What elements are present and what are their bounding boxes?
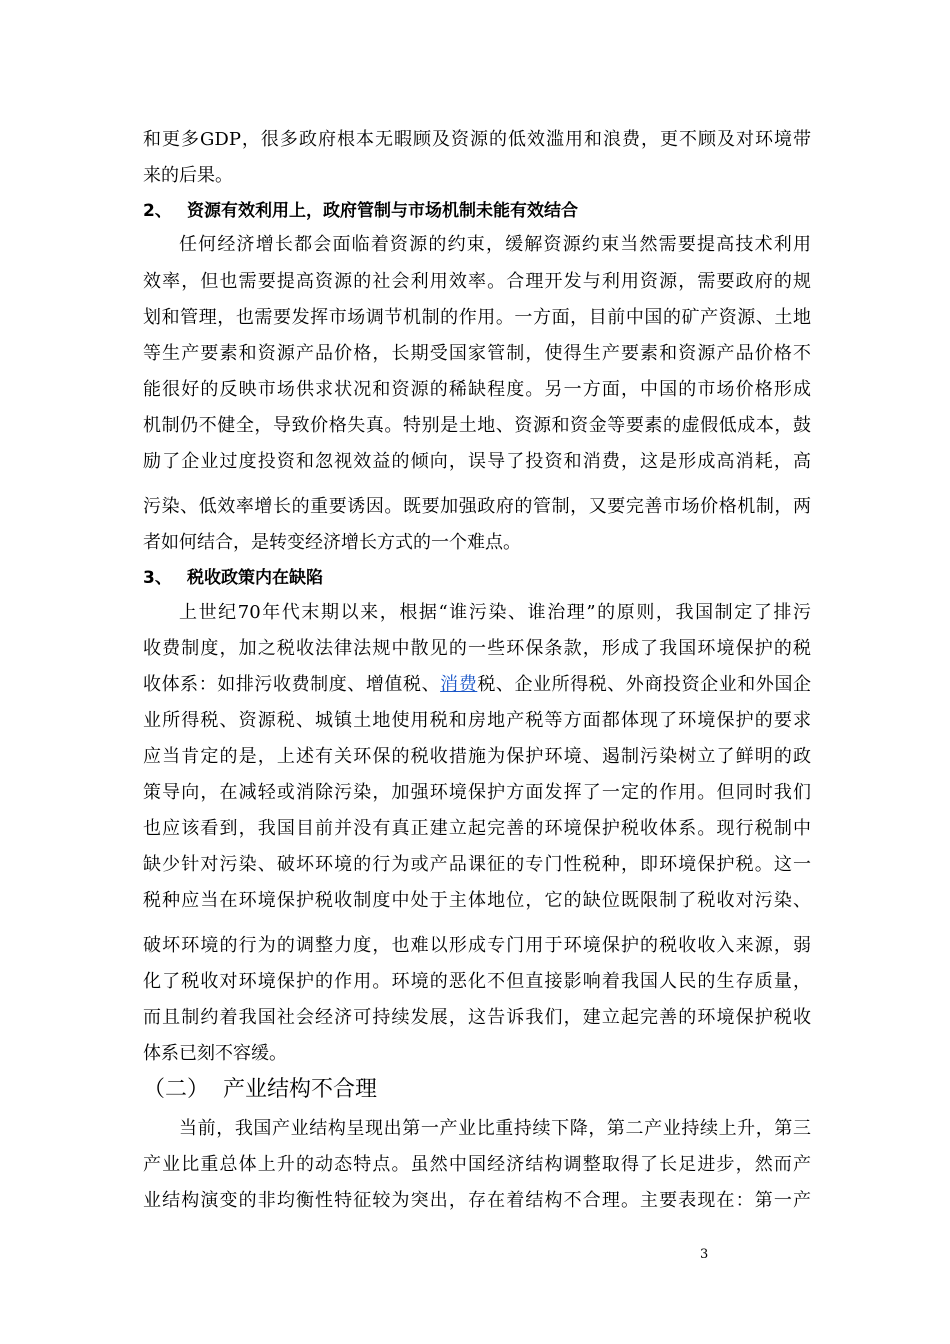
paragraph-line: 励了企业过度投资和忽视效益的倾向，误导了投资和消费，这是形成高消耗，高 [143, 451, 811, 472]
paragraph-text: 税、企业所得税、外商投资企业和外国企 [477, 674, 812, 695]
paragraph-line: 应当肯定的是，上述有关环保的税收措施为保护环境、遏制污染树立了鲜明的政 [143, 746, 811, 767]
section-heading [143, 1076, 377, 1104]
section-title: 产业结构不合理 [223, 1077, 378, 1102]
paragraph-line: 产业比重总体上升的动态特点。虽然中国经济结构调整取得了长足进步，然而产 [143, 1154, 811, 1175]
consumption-tax-link[interactable]: 消费 [440, 674, 478, 695]
paragraph-line: 业结构演变的非均衡性特征较为突出，存在着结构不合理。主要表现在：第一产 [143, 1190, 811, 1211]
paragraph-line: 任何经济增长都会面临着资源的约束，缓解资源约束当然需要提高技术利用 [179, 234, 811, 255]
page-number: 3 [700, 1247, 709, 1262]
paragraph-line: 上世纪70年代末期以来，根据“谁污染、谁治理”的原则，我国制定了排污 [179, 602, 811, 623]
paragraph-line: 当前，我国产业结构呈现出第一产业比重持续下降，第二产业持续上升，第三 [179, 1118, 811, 1139]
section-number: （二） [143, 1077, 210, 1102]
paragraph-line: 缺少针对污染、破坏环境的行为或产品课征的专门性税种，即环境保护税。这一 [143, 854, 811, 875]
paragraph-line: 能很好的反映市场供求状况和资源的稀缺程度。另一方面，中国的市场价格形成 [143, 379, 811, 400]
paragraph-line: 化了税收对环境保护的作用。环境的恶化不但直接影响着我国人民的生存质量， [143, 971, 811, 992]
paragraph-line: 税种应当在环境保护税收制度中处于主体地位，它的缺位既限制了税收对污染、 [143, 890, 811, 911]
subheading-number: 3、 [143, 568, 172, 588]
subheading-text: 税收政策内在缺陷 [187, 568, 323, 588]
subheading-3 [143, 566, 323, 590]
subheading-number: 2、 [143, 201, 172, 221]
paragraph-line: 污染、低效率增长的重要诱因。既要加强政府的管制，又要完善市场价格机制，两 [143, 496, 811, 517]
paragraph-line [143, 673, 811, 697]
paragraph-line: 业所得税、资源税、城镇土地使用税和房地产税等方面都体现了环境保护的要求 [143, 710, 811, 731]
subheading-text: 资源有效利用上，政府管制与市场机制未能有效结合 [187, 201, 578, 221]
paragraph-line: 破坏环境的行为的调整力度，也难以形成专门用于环境保护的税收收入来源，弱 [143, 935, 811, 956]
paragraph-line: 机制仍不健全，导致价格失真。特别是土地、资源和资金等要素的虚假低成本，鼓 [143, 415, 811, 436]
subheading-2 [143, 199, 578, 223]
paragraph-line: 策导向，在减轻或消除污染，加强环境保护方面发挥了一定的作用。但同时我们 [143, 782, 811, 803]
paragraph-line: 而且制约着我国社会经济可持续发展，这告诉我们，建立起完善的环境保护税收 [143, 1007, 811, 1028]
paragraph-line: 效率，但也需要提高资源的社会利用效率。合理开发与利用资源，需要政府的规 [143, 271, 811, 292]
paragraph-line: 收费制度，加之税收法律法规中散见的一些环保条款，形成了我国环境保护的税 [143, 638, 811, 659]
paragraph-line: 来的后果。 [143, 165, 233, 186]
paragraph-line: 者如何结合，是转变经济增长方式的一个难点。 [143, 532, 521, 553]
paragraph-text: 收体系：如排污收费制度、增值税、 [143, 674, 441, 695]
paragraph-line: 和更多GDP，很多政府根本无暇顾及资源的低效滥用和浪费，更不顾及对环境带 [143, 129, 811, 150]
paragraph-line: 也应该看到，我国目前并没有真正建立起完善的环境保护税收体系。现行税制中 [143, 818, 811, 839]
paragraph-line: 划和管理，也需要发挥市场调节机制的作用。一方面，目前中国的矿产资源、土地 [143, 307, 811, 328]
paragraph-line: 体系已刻不容缓。 [143, 1043, 287, 1064]
paragraph-line: 等生产要素和资源产品价格，长期受国家管制，使得生产要素和资源产品价格不 [143, 343, 811, 364]
